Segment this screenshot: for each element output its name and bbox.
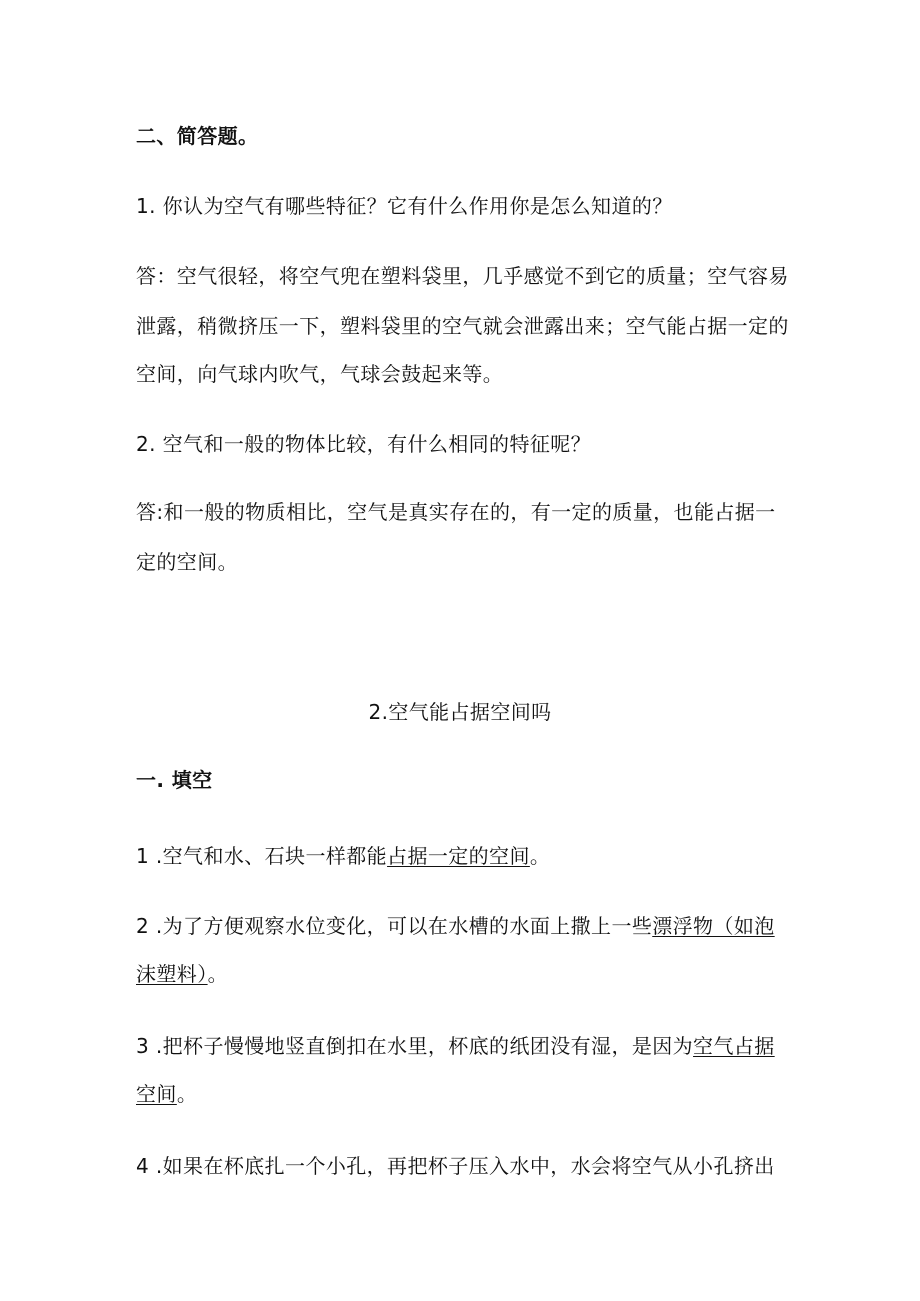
item-answer-continued: 空间 <box>136 1082 177 1106</box>
question-2: 2. 空气和一般的物体比较，有什么相同的特征呢？ <box>136 432 592 456</box>
lesson-title: 2.空气能占据空间吗 <box>368 700 552 724</box>
item-text-end: 。 <box>207 962 229 986</box>
item-text: .如果在杯底扎一个小孔，再把杯子压入水中，水会将空气从小孔挤出 <box>149 1154 775 1178</box>
fill-item-2 <box>136 912 775 940</box>
item-text: .为了方便观察水位变化，可以在水槽的水面上撒上一些 <box>149 914 653 938</box>
item-text-end: 。 <box>529 844 551 868</box>
fill-item-1 <box>136 842 550 870</box>
fill-item-3 <box>136 1032 775 1060</box>
answer-1-line-2: 泄露，稍微挤压一下，塑料袋里的空气就会泄露出来；空气能占据一定的 <box>136 314 789 338</box>
item-answer: 占据一定的空间 <box>387 844 530 868</box>
item-number: 2 <box>136 914 150 938</box>
item-text-end: 。 <box>176 1082 198 1106</box>
section-heading-short-answer: 二、简答题。 <box>136 124 259 148</box>
item-answer: 漂浮物（如泡 <box>652 914 775 938</box>
item-text: .把杯子慢慢地竖直倒扣在水里，杯底的纸团没有湿，是因为 <box>149 1034 694 1058</box>
item-answer-continued: 沫塑料） <box>136 962 208 986</box>
item-number: 4 <box>136 1154 150 1178</box>
fill-item-3-continued <box>136 1080 197 1108</box>
fill-item-4 <box>136 1152 775 1180</box>
question-1: 1. 你认为空气有哪些特征？它有什么作用你是怎么知道的？ <box>136 194 673 218</box>
part-heading-fill-blank: 一. 填空 <box>136 768 213 792</box>
answer-1-line-1: 答：空气很轻，将空气兜在塑料袋里，几乎感觉不到它的质量；空气容易 <box>136 264 789 288</box>
answer-2-line-2: 定的空间。 <box>136 550 238 574</box>
answer-2-line-1: 答:和一般的物质相比，空气是真实存在的，有一定的质量，也能占据一 <box>136 500 776 524</box>
fill-item-2-continued <box>136 960 228 988</box>
item-answer: 空气占据 <box>693 1034 775 1058</box>
item-text: .空气和水、石块一样都能 <box>149 844 388 868</box>
item-number: 1 <box>136 844 150 868</box>
item-number: 3 <box>136 1034 150 1058</box>
answer-1-line-3: 空间，向气球内吹气，气球会鼓起来等。 <box>136 362 504 386</box>
